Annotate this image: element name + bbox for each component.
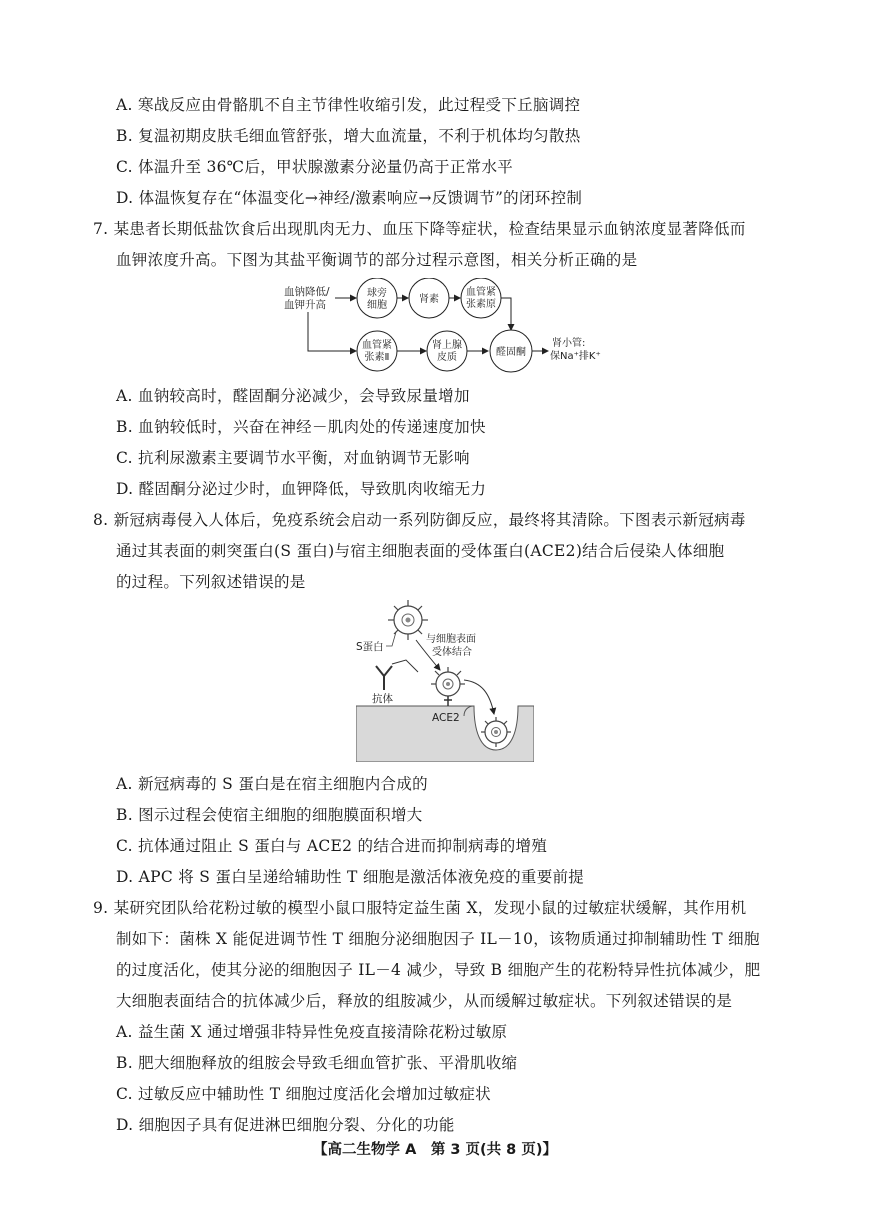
virus-top-icon bbox=[388, 600, 428, 640]
q9-option-a: A. 益生菌 X 通过增强非特异性免疫直接清除花粉过敏原 bbox=[116, 1023, 508, 1041]
q9-stem-line-4: 大细胞表面结合的抗体减少后，释放的组胺减少，从而缓解过敏症状。下列叙述错误的是 bbox=[116, 992, 733, 1010]
diagram-start-label-1: 血钠降低/ bbox=[284, 286, 330, 298]
q9-option-b: B. 肥大细胞释放的组胺会导致毛细血管扩张、平滑肌收缩 bbox=[116, 1054, 518, 1072]
node5-label-1: 肾上腺 bbox=[432, 340, 462, 351]
q6-option-d: D. 体温恢复存在“体温变化→神经/激素响应→反馈调节”的闭环控制 bbox=[116, 189, 583, 207]
q8-option-a: A. 新冠病毒的 S 蛋白是在宿主细胞内合成的 bbox=[116, 775, 428, 793]
diagram-end-label-1: 肾小管: bbox=[552, 338, 586, 349]
q6-option-b: B. 复温初期皮肤毛细血管舒张，增大血流量，不利于机体均匀散热 bbox=[116, 127, 581, 145]
ace2-label: ACE2 bbox=[432, 712, 460, 724]
q9-stem-line-1: 9. 某研究团队给花粉过敏的模型小鼠口服特定益生菌 X，发现小鼠的过敏症状缓解，其作用机 bbox=[93, 899, 747, 917]
virus-binding-icon bbox=[431, 667, 465, 706]
q9-option-d: D. 细胞因子具有促进淋巴细胞分裂、分化的功能 bbox=[116, 1116, 455, 1134]
node-angiotensinogen bbox=[461, 278, 501, 318]
node5-label-2: 皮质 bbox=[437, 352, 457, 363]
binding-label-2: 受体结合 bbox=[432, 647, 472, 658]
q8-stem-line-2: 通过其表面的刺突蛋白(S 蛋白)与宿主细胞表面的受体蛋白(ACE2)结合后侵染人体细胞 bbox=[116, 542, 725, 560]
q7-option-d: D. 醛固酮分泌过少时，血钾降低，导致肌肉收缩无力 bbox=[116, 480, 487, 498]
node4-label-2: 张素Ⅱ bbox=[364, 352, 390, 363]
virus-entering-icon bbox=[481, 717, 511, 747]
node6-label: 醛固酮 bbox=[496, 347, 526, 358]
node3-label-1: 血管紧 bbox=[466, 287, 496, 298]
q7-option-c: C. 抗利尿激素主要调节水平衡，对血钠调节无影响 bbox=[116, 449, 470, 467]
q8-stem-line-1: 8. 新冠病毒侵入人体后，免疫系统会启动一系列防御反应，最终将其清除。下图表示新冠病毒 bbox=[93, 511, 746, 529]
diagram-end-label-2: 保Na⁺排K⁺ bbox=[550, 351, 601, 362]
page-footer: 【高二生物学 A 第 3 页(共 8 页)】 bbox=[313, 1142, 557, 1158]
node3-label-2: 张素原 bbox=[466, 299, 496, 310]
q7-option-a: A. 血钠较高时，醛固酮分泌减少，会导致尿量增加 bbox=[116, 387, 470, 405]
q9-stem-line-2: 制如下：菌株 X 能促进调节性 T 细胞分泌细胞因子 IL－10，该物质通过抑制辅助性 T 细胞 bbox=[116, 930, 760, 948]
node-angiotensin-ii bbox=[357, 331, 397, 371]
node-adrenal-cortex bbox=[427, 331, 467, 371]
q7-stem-line-2: 血钾浓度升高。下图为其盐平衡调节的部分过程示意图，相关分析正确的是 bbox=[116, 251, 638, 269]
binding-label-1: 与细胞表面 bbox=[426, 634, 476, 645]
virus-infection-figure bbox=[356, 598, 534, 762]
q7-stem-line-1: 7. 某患者长期低盐饮食后出现肌肉无力、血压下降等症状，检查结果显示血钠浓度显著降低而 bbox=[93, 220, 746, 238]
diagram-start-label-2: 血钾升高 bbox=[284, 299, 326, 311]
q9-stem-line-3: 的过度活化，使其分泌的细胞因子 IL－4 减少，导致 B 细胞产生的花粉特异性抗体减少，肥 bbox=[116, 961, 761, 979]
q7-option-b: B. 血钠较低时，兴奋在神经－肌肉处的传递速度加快 bbox=[116, 418, 486, 436]
salt-balance-diagram bbox=[280, 278, 620, 374]
q8-stem-line-3: 的过程。下列叙述错误的是 bbox=[116, 573, 306, 591]
antibody-icon bbox=[376, 666, 392, 690]
q8-option-c: C. 抗体通过阻止 S 蛋白与 ACE2 的结合进而抑制病毒的增殖 bbox=[116, 837, 548, 855]
node1-label-2: 细胞 bbox=[367, 300, 387, 311]
node2-label: 肾素 bbox=[419, 294, 439, 305]
node1-label-1: 球旁 bbox=[367, 288, 387, 299]
q8-option-d: D. APC 将 S 蛋白呈递给辅助性 T 细胞是激活体液免疫的重要前提 bbox=[116, 868, 585, 886]
q6-option-a: A. 寒战反应由骨骼肌不自主节律性收缩引发，此过程受下丘脑调控 bbox=[116, 96, 581, 114]
node4-label-1: 血管紧 bbox=[362, 340, 392, 351]
antibody-label: 抗体 bbox=[372, 693, 393, 705]
q6-option-c: C. 体温升至 36℃后，甲状腺激素分泌量仍高于正常水平 bbox=[116, 158, 514, 176]
q8-option-b: B. 图示过程会使宿主细胞的细胞膜面积增大 bbox=[116, 806, 423, 824]
s-protein-label: S蛋白 bbox=[356, 641, 384, 653]
q9-option-c: C. 过敏反应中辅助性 T 细胞过度活化会增加过敏症状 bbox=[116, 1085, 491, 1103]
